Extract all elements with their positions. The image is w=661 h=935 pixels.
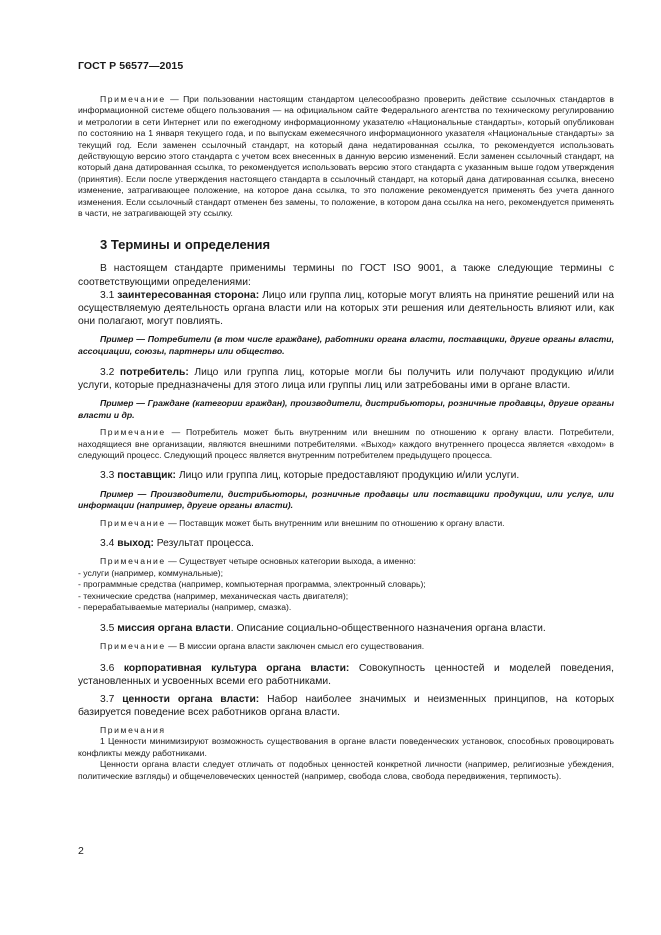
note-text: — Потребитель может быть внутренним или внешним по отношению к органу власти. Потребители, находящиеся вне организации, являются внешними потребителями. «Выход» каждого внутреннего процесса является «входом» в следующий процесс. Следующий процесс является внутренним потребителем предыдущего процесса. xyxy=(78,427,614,461)
term-definition: Совокупность ценностей и моделей поведения, установленных и усвоенных всеми его работниками. xyxy=(78,663,614,688)
term-3-2-example: Пример — Граждане (категории граждан), производители, дистрибьюторы, розничные продавцы, другие органы власти и др. xyxy=(78,398,614,420)
term-3-3-example: Пример — Производители, дистрибьюторы, розничные продавцы или поставщики продукции, или услуг, или информации (например, другие органы власти). xyxy=(78,488,614,511)
term-name: корпоративная культура органа власти: xyxy=(123,663,350,675)
term-name: выход: xyxy=(117,538,154,550)
term-3-4 xyxy=(78,537,614,550)
note-text: — Поставщик может быть внутренним или внешним по отношению к органу власти. xyxy=(165,517,505,528)
term-definition: . Описание социально-общественного назначения органа власти. xyxy=(230,622,546,634)
term-3-7 xyxy=(78,693,614,719)
list-item: - услуги (например, коммунальные); xyxy=(78,567,224,578)
term-number: 3.5 xyxy=(100,622,118,634)
section-intro: В настоящем стандарте применимы термины по ГОСТ ISO 9001, а также следующие термины с соответствующими определениями: xyxy=(78,263,614,288)
term-name: поставщик: xyxy=(117,470,176,482)
list-item: - перерабатываемые материалы (например, смазка). xyxy=(78,602,292,613)
term-3-7-note-1: 1 Ценности минимизируют возможность существования в органе власти поведенческих установок, способных провоцировать конфликты между работниками. xyxy=(78,736,614,758)
term-definition: Лицо или группа лиц, которые могут влиять на принятие решений или на осуществляемую деятельность органа власти или на которых эти решения или деятельность влияют или, как они полагают, могут повлиять. xyxy=(78,289,614,328)
term-3-6 xyxy=(78,662,614,688)
term-3-1 xyxy=(78,289,614,329)
intro-note-text: — При пользовании настоящим стандартом целесообразно проверить действие ссылочных стандартов в информационной системе общего пользования — на официальном сайте Федерального агентства по техническому регулированию и метрологии в сети Интернет или по ежегодному информационному указателю «Национальные стандарты», который опубликован по состоянию на 1 января текущего года, и по выпускам ежемесячного информационного указателя «Национальные стандарты» за текущий год. Если заменен ссылочный стандарт, на который дана недатированная ссылка, то рекомендуется использовать действующую версию этого стандарта с учетом всех внесенных в данную версию изменений. Если заменен ссылочный стандарт, на который дана датированная ссылка, то рекомендуется использовать версию этого стандарта с указанным выше годом утверждения (принятия). Если после утверждения настоящего стандарта в ссылочный стандарт, на который дана датированная ссылка, внесено изменение, затрагивающее положение, на которое дана ссылка, то это положение рекомендуется применять без учета данного изменения. Если ссылочный стандарт отменен без замены, то положение, в котором дана ссылка на него, рекомендуется применять в части, не затрагивающей эту ссылку. xyxy=(78,94,614,219)
term-definition: Лицо или группа лиц, которые могли бы получить или получают продукцию и/или услуги, которые предназначены для этого лица или группы лиц или затребованы ими в органе власти. xyxy=(78,366,614,391)
note-text: — Существует четыре основных категории выхода, а именно: xyxy=(165,556,416,567)
term-3-2-note xyxy=(78,427,614,461)
term-3-7-note-2: Ценности органа власти следует отличать от подобных ценностей конкретной личности (например, религиозные убеждения, политические взгляды) и общечеловеческих ценностей (например, свобода слова, свобода передвижения, терпимость). xyxy=(78,759,614,781)
term-3-4-note xyxy=(78,556,614,567)
term-3-5-note xyxy=(78,641,614,652)
term-number: 3.3 xyxy=(100,470,118,482)
term-3-3-note xyxy=(78,518,614,529)
intro-note xyxy=(78,94,614,219)
term-name: заинтересованная сторона: xyxy=(117,289,260,301)
term-number: 3.6 xyxy=(100,663,124,675)
note-label: Примечание xyxy=(100,640,166,651)
term-definition: Набор наиболее значимых и неизменных принципов, на которых базируется поведение всех работников органа власти. xyxy=(78,693,614,718)
page-content xyxy=(78,94,614,782)
page-number: 2 xyxy=(78,845,84,857)
term-definition: Лицо или группа лиц, которые предоставляют продукцию и/или услуги. xyxy=(176,470,520,482)
term-3-2 xyxy=(78,366,614,392)
note-label: Примечание xyxy=(100,94,166,104)
term-number: 3.1 xyxy=(100,289,118,301)
section-title: 3 Термины и определения xyxy=(100,237,271,253)
page-header: ГОСТ Р 56577—2015 xyxy=(78,60,184,72)
note-label: Примечание xyxy=(100,517,166,528)
term-number: 3.7 xyxy=(100,693,123,705)
term-name: миссия органа власти xyxy=(117,622,231,634)
term-3-3 xyxy=(78,469,614,482)
list-item: - программные средства (например, компьютерная программа, электронный словарь); xyxy=(78,579,426,590)
term-name: ценности органа власти: xyxy=(122,693,260,705)
note-label: Примечание xyxy=(100,556,166,567)
term-3-5 xyxy=(78,622,614,635)
term-number: 3.4 xyxy=(100,538,118,550)
note-text: — В миссии органа власти заключен смысл его существования. xyxy=(165,640,425,651)
term-number: 3.2 xyxy=(100,366,120,378)
notes-label: Примечания xyxy=(100,724,166,735)
note-label: Примечание xyxy=(100,427,166,438)
term-3-1-example: Пример — Потребители (в том числе граждане), работники органа власти, поставщики, другие органы власти, ассоциации, союзы, партнеры или общество. xyxy=(78,334,614,357)
term-name: потребитель: xyxy=(119,366,189,378)
term-definition: Результат процесса. xyxy=(153,538,254,550)
list-item: - технические средства (например, механическая часть двигателя); xyxy=(78,590,349,601)
